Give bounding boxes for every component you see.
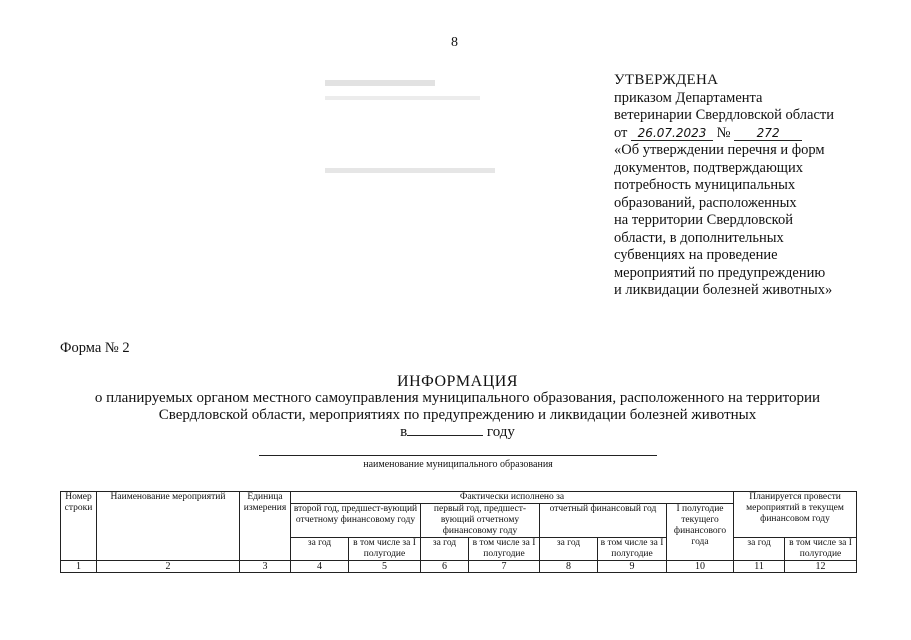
header-first-half: I полугодие текущего финансового года	[667, 504, 734, 561]
column-number: 10	[667, 561, 734, 573]
approval-number: 272	[734, 126, 802, 141]
approval-block	[614, 72, 874, 300]
bleed-through-mark	[325, 168, 495, 173]
document-title	[60, 373, 855, 441]
column-number: 7	[469, 561, 540, 573]
column-number: 6	[421, 561, 469, 573]
header-incl-first-half: в том числе за I полугодие	[349, 538, 421, 561]
year-prefix: в	[400, 424, 408, 440]
header-row-number: Номер строки	[61, 492, 97, 561]
date-prefix: от	[614, 124, 628, 141]
municipality-caption: наименование муниципального образования	[363, 459, 553, 470]
column-number: 8	[540, 561, 598, 573]
approval-subject-line: мероприятий по предупреждению	[614, 264, 826, 281]
header-per-year: за год	[291, 538, 349, 561]
header-incl-first-half: в том числе за I полугодие	[598, 538, 667, 561]
approval-subject-line: на территории Свердловской	[614, 212, 793, 228]
approval-line: приказом Департамента	[614, 89, 763, 106]
column-number: 4	[291, 561, 349, 573]
title-year-line	[60, 424, 855, 441]
approval-date-line	[614, 125, 874, 143]
column-number: 11	[734, 561, 785, 573]
header-incl-first-half: в том числе за I полугодие	[469, 538, 540, 561]
title-line: Свердловской области, мероприятиях по предупреждению и ликвидации болезней животных	[158, 407, 757, 423]
approval-subject-line: документов, подтверждающих	[614, 159, 803, 176]
column-number: 5	[349, 561, 421, 573]
title-main: ИНФОРМАЦИЯ	[397, 373, 518, 390]
number-prefix: №	[716, 124, 731, 141]
column-number: 1	[61, 561, 97, 573]
header-per-year: за год	[734, 538, 785, 561]
approval-subject-line: потребность муниципальных	[614, 177, 796, 193]
data-table	[60, 491, 857, 573]
approval-subject-line: и ликвидации болезней животных»	[614, 282, 833, 298]
header-per-year: за год	[421, 538, 469, 561]
header-reporting-year: отчетный финансовый год	[540, 504, 667, 538]
municipality-line	[259, 455, 657, 456]
approval-date: 26.07.2023	[631, 126, 713, 141]
approval-line: ветеринарии Свердловской области	[614, 107, 834, 123]
header-event-name: Наименование мероприятий	[97, 492, 240, 561]
bleed-through-mark	[325, 96, 480, 100]
approval-subject-line: «Об утверждении перечня и форм	[614, 142, 825, 158]
page-number: 8	[451, 35, 458, 50]
column-number: 2	[97, 561, 240, 573]
year-blank	[407, 435, 483, 436]
header-per-year: за год	[540, 538, 598, 561]
header-second-year: второй год, предшест-вующий отчетному финансовому году	[291, 504, 421, 538]
approval-subject-line: субвенциях на проведение	[614, 247, 778, 263]
header-planned-group: Планируется провести мероприятий в текущем финансовом году	[734, 492, 857, 538]
column-number: 12	[785, 561, 857, 573]
header-first-year: первый год, предшест-вующий отчетному финансовому году	[421, 504, 540, 538]
approval-subject-line: области, в дополнительных	[614, 229, 784, 246]
header-actual-group: Фактически исполнено за	[291, 492, 734, 504]
year-suffix: году	[486, 424, 515, 440]
header-incl-first-half: в том числе за I полугодие	[785, 538, 857, 561]
title-line: о планируемых органом местного самоуправления муниципального образования, расположенного на территории	[94, 390, 821, 406]
header-unit: Единица измерения	[240, 492, 291, 561]
column-number: 3	[240, 561, 291, 573]
form-number: Форма № 2	[60, 340, 130, 356]
bleed-through-mark	[325, 80, 435, 86]
column-number: 9	[598, 561, 667, 573]
table-row	[61, 561, 857, 573]
approval-heading: УТВЕРЖДЕНА	[614, 72, 719, 88]
approval-subject-line: образований, расположенных	[614, 194, 797, 211]
